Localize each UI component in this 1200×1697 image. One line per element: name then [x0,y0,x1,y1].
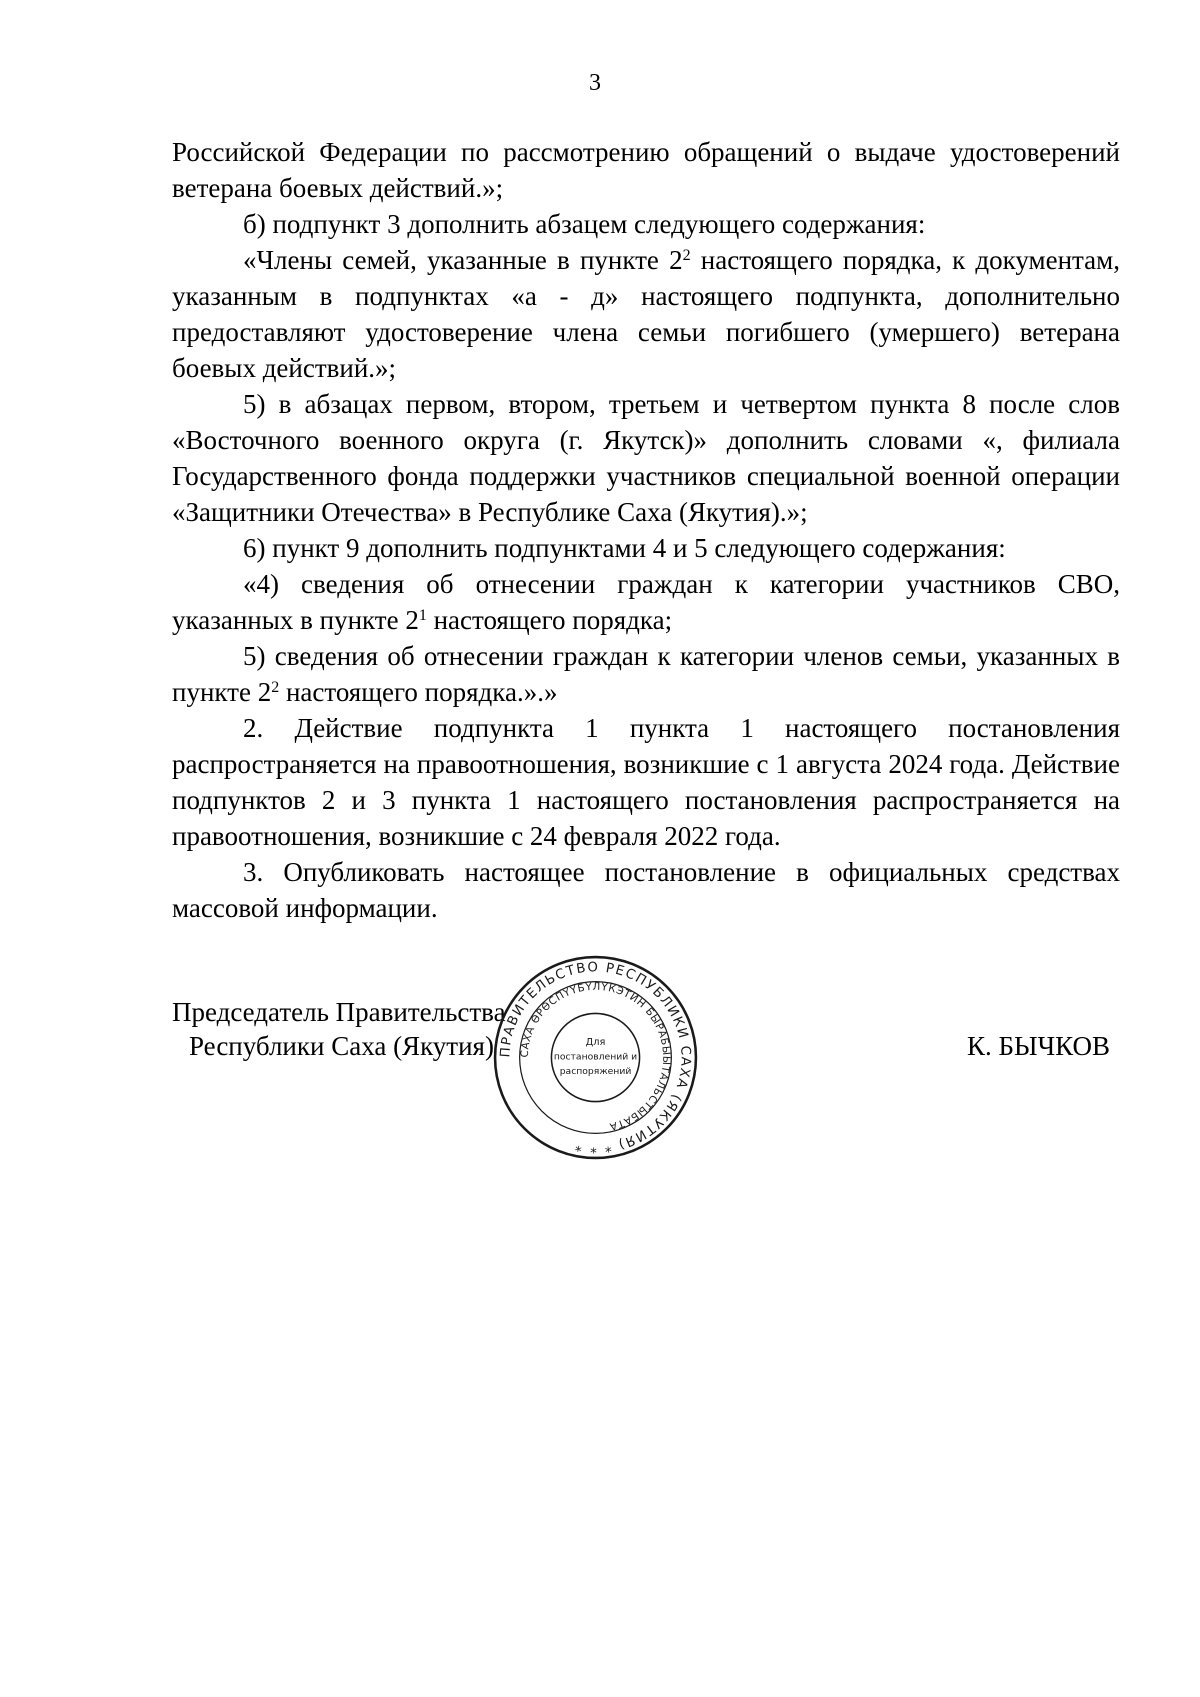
document-body [172,134,1120,926]
superscript: 2 [682,247,691,265]
seal-inner-text: САХА ӨРӨСПҮҮБҮЛҮКЭТИН БЫРАБЫЫТАЛЬСТЫБАТА [518,980,673,1133]
text-run: настоящего порядка; [426,605,673,635]
paragraph-point-2: 2. Действие подпункта 1 пункта 1 настоящего постановления распространяется на правоотношения, возникшие с 1 августа 2024 года. Действие подпунктов 2 и 3 пункта 1 настоящего постановления распространяется на правоотношения, возникшие с 24 февраля 2022 года. [172,713,1120,851]
paragraph-family-members [172,242,1120,386]
text-run: настоящего порядка.».» [279,677,558,707]
official-seal-icon [493,955,698,1160]
signatory-title-line-2: Республики Саха (Якутия) [189,1031,494,1061]
seal-center-line-1: Для [585,1037,606,1049]
signatory-name: К. БЫЧКОВ [967,1031,1110,1061]
seal-center-line-2: постановлений и [553,1051,638,1063]
paragraph-point-3: 3. Опубликовать настоящее постановление в официальных средствах массовой информации. [172,857,1120,923]
paragraph-subpoint-b: б) подпункт 3 дополнить абзацем следующего содержания: [243,209,926,239]
seal-outer-text: ПРАВИТЕЛЬСТВО РЕСПУБЛИКИ САХА (ЯКУТИЯ) * * * [498,960,693,1155]
paragraph-continuation: Российской Федерации по рассмотрению обращений о выдаче удостоверений ветерана боевых действий.»; [172,137,1120,203]
text-run: 5) сведения об отнесении граждан к категории членов семьи, указанных в пункте 2 [172,641,1120,707]
text-run: «4) сведения об отнесении граждан к категории участников СВО, указанных в пункте 2 [172,569,1120,635]
paragraph-subitem-4 [172,566,1120,638]
text-run: «Члены семей, указанные в пункте 2 [243,245,683,275]
paragraph-subitem-5 [172,638,1120,710]
seal-center-line-3: распоряжений [559,1065,632,1077]
paragraph-item-5: 5) в абзацах первом, втором, третьем и четвертом пункта 8 после слов «Восточного военного округа (г. Якутск)» дополнить словами «, филиала Государственного фонда поддержки участников специальной военной операции «Защитники Отечества» в Республике Саха (Якутия).»; [172,389,1120,527]
superscript: 2 [271,679,280,697]
paragraph-item-6: 6) пункт 9 дополнить подпунктами 4 и 5 следующего содержания: [243,533,1006,563]
page-number: 3 [589,70,601,96]
superscript: 1 [418,607,427,625]
text-run: настоящего порядка, к документам, указанным в подпунктах «а - д» настоящего подпункта, дополнительно предоставляют удостоверение члена семьи погибшего (умершего) ветерана боевых действий.»; [172,245,1121,383]
signatory-title-line-1: Председатель Правительства [172,997,506,1027]
